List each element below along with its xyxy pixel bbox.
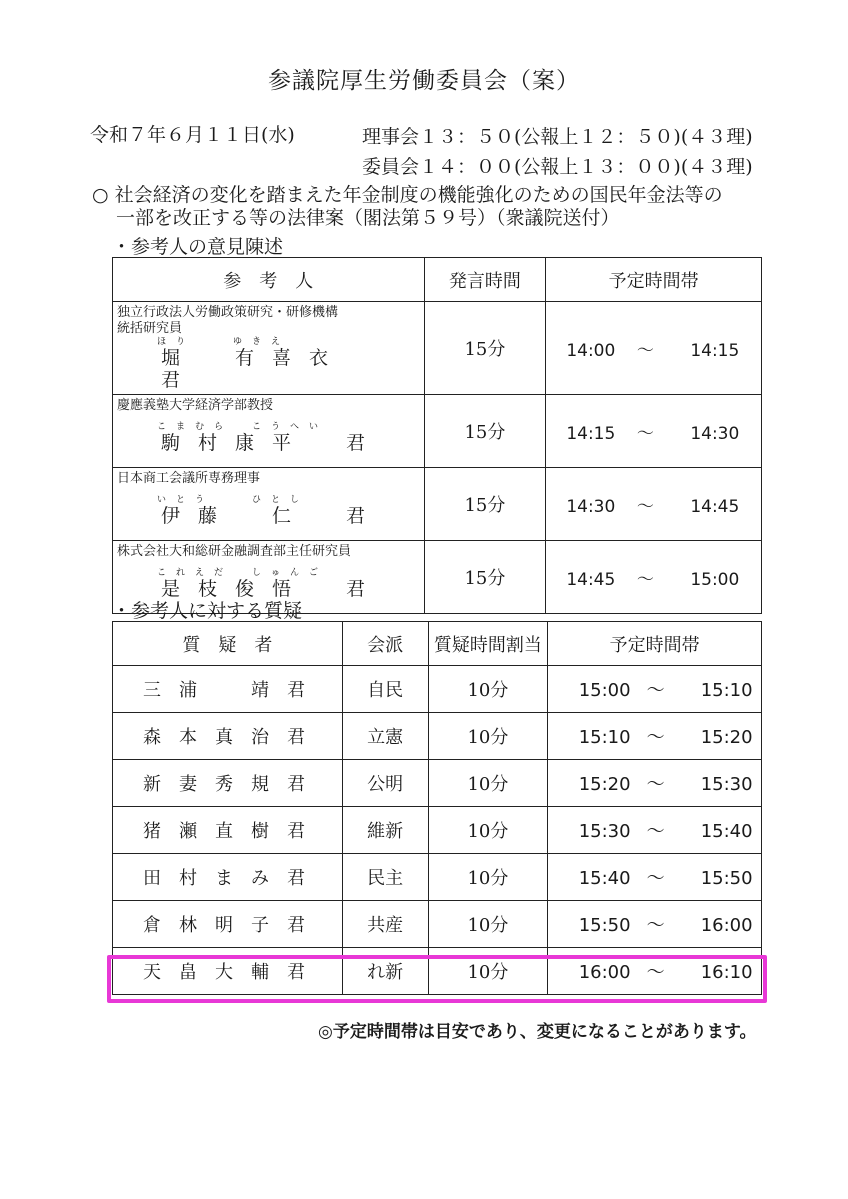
tilde: ～ <box>646 962 665 983</box>
questioner-name: 田村まみ君 <box>113 854 343 901</box>
slot-start: 14:45 <box>566 569 616 590</box>
witness-duration: 15分 <box>424 302 546 395</box>
slot-end: 16:00 <box>700 915 753 936</box>
tilde: ～ <box>646 868 665 889</box>
question-table-header <box>113 622 762 666</box>
tilde: ～ <box>646 915 665 936</box>
witness-row <box>113 302 762 395</box>
bill-title-line1: ○ 社会経済の変化を踏まえた年金制度の機能強化のための国民年金法等の <box>92 184 723 206</box>
slot-end: 14:15 <box>690 340 740 361</box>
slot-end: 14:30 <box>690 423 740 444</box>
questioner-row <box>113 666 762 713</box>
duration: 10分 <box>428 760 548 807</box>
header-questioner: 質 疑 者 <box>113 622 343 666</box>
slot-end: 15:10 <box>700 680 753 701</box>
tilde: ～ <box>646 821 665 842</box>
slot-start: 15:20 <box>578 774 631 795</box>
witness-affiliation: 慶應義塾大学経済学部教授 <box>117 398 274 413</box>
slot-start: 15:40 <box>578 868 631 889</box>
witness-furigana: これえだ しゅんご <box>157 568 329 578</box>
tilde: ～ <box>636 340 654 361</box>
faction: 民主 <box>342 854 428 901</box>
header-duration: 質疑時間割当 <box>428 622 548 666</box>
tilde: ～ <box>636 496 654 517</box>
header-faction: 会派 <box>342 622 428 666</box>
slot-end: 15:30 <box>700 774 753 795</box>
witness-furigana: ほり ゆきえ <box>157 337 291 347</box>
duration: 10分 <box>428 666 548 713</box>
witness-name: 是枝俊悟 君 <box>161 578 384 600</box>
witness-furigana: いとう ひとし <box>157 495 310 505</box>
question-table <box>112 621 762 995</box>
questioner-row <box>113 760 762 807</box>
slot-start: 16:00 <box>578 962 631 983</box>
slot-start: 15:50 <box>578 915 631 936</box>
witness-affiliation: 独立行政法人労働政策研究・研修機構 統括研究員 <box>117 305 339 336</box>
slot-end: 14:45 <box>690 496 740 517</box>
witness-affiliation: 株式会社大和総研金融調査部主任研究員 <box>117 544 352 559</box>
witness-name: 伊藤 仁 君 <box>161 505 384 527</box>
duration: 10分 <box>428 807 548 854</box>
questioner-row <box>113 807 762 854</box>
duration: 10分 <box>428 901 548 948</box>
slot-end: 15:20 <box>700 727 753 748</box>
witness-name: 駒村康平 君 <box>161 432 384 454</box>
duration: 10分 <box>428 854 548 901</box>
faction: れ新 <box>342 948 428 995</box>
slot-start: 14:15 <box>566 423 616 444</box>
witness-duration: 15分 <box>424 395 546 468</box>
witness-row <box>113 395 762 468</box>
bill-title-line2: 一部を改正する等の法律案（閣法第５９号）（衆議院送付） <box>116 207 620 229</box>
faction: 公明 <box>342 760 428 807</box>
tilde: ～ <box>646 727 665 748</box>
highlight-box <box>107 955 767 1003</box>
slot-start: 15:00 <box>578 680 631 701</box>
slot-end: 16:10 <box>700 962 753 983</box>
questioner-row <box>113 901 762 948</box>
questioner-row <box>113 854 762 901</box>
meeting-date: 令和７年６月１１日(水) <box>90 124 295 146</box>
questioner-name: 天畠大輔君 <box>113 948 343 995</box>
tilde: ～ <box>636 423 654 444</box>
witness-name: 堀 有喜衣 君 <box>161 347 384 391</box>
tilde: ～ <box>646 680 665 701</box>
slot-start: 14:00 <box>566 340 616 361</box>
witness-table-header <box>113 258 762 302</box>
slot-end: 15:50 <box>700 868 753 889</box>
slot-start: 15:30 <box>578 821 631 842</box>
questioner-row <box>113 713 762 760</box>
slot-end: 15:40 <box>700 821 753 842</box>
slot-start: 14:30 <box>566 496 616 517</box>
witness-section-heading: ・参考人の意見陳述 <box>112 236 284 258</box>
duration: 10分 <box>428 948 548 995</box>
slot-start: 15:10 <box>578 727 631 748</box>
questioner-name: 三浦 靖君 <box>113 666 343 713</box>
page-title: 参議院厚生労働委員会（案） <box>268 68 580 94</box>
witness-furigana: こまむら こうへい <box>157 422 329 432</box>
header-slot: 予定時間帯 <box>548 622 762 666</box>
witness-table <box>112 257 762 614</box>
questioner-name: 新妻秀規君 <box>113 760 343 807</box>
faction: 共産 <box>342 901 428 948</box>
questioner-name: 森本真治君 <box>113 713 343 760</box>
header-duration: 発言時間 <box>424 258 546 302</box>
questioner-name: 猪瀬直樹君 <box>113 807 343 854</box>
faction: 自民 <box>342 666 428 713</box>
witness-duration: 15分 <box>424 541 546 614</box>
questioner-name: 倉林明子君 <box>113 901 343 948</box>
witness-affiliation: 日本商工会議所専務理事 <box>117 471 261 486</box>
witness-row <box>113 468 762 541</box>
committee-meeting-time: 委員会１４：００(公報上１３：００)(４３理) <box>362 156 753 178</box>
board-meeting-time: 理事会１３：５０(公報上１２：５０)(４３理) <box>362 126 753 148</box>
witness-duration: 15分 <box>424 468 546 541</box>
duration: 10分 <box>428 713 548 760</box>
header-witness: 参 考 人 <box>113 258 425 302</box>
faction: 維新 <box>342 807 428 854</box>
tilde: ～ <box>646 774 665 795</box>
question-section-heading: ・参考人に対する質疑 <box>112 600 303 622</box>
slot-end: 15:00 <box>690 569 740 590</box>
schedule-note: ◎予定時間帯は目安であり、変更になることがあります。 <box>318 1022 757 1042</box>
tilde: ～ <box>636 569 654 590</box>
header-slot: 予定時間帯 <box>546 258 762 302</box>
faction: 立憲 <box>342 713 428 760</box>
